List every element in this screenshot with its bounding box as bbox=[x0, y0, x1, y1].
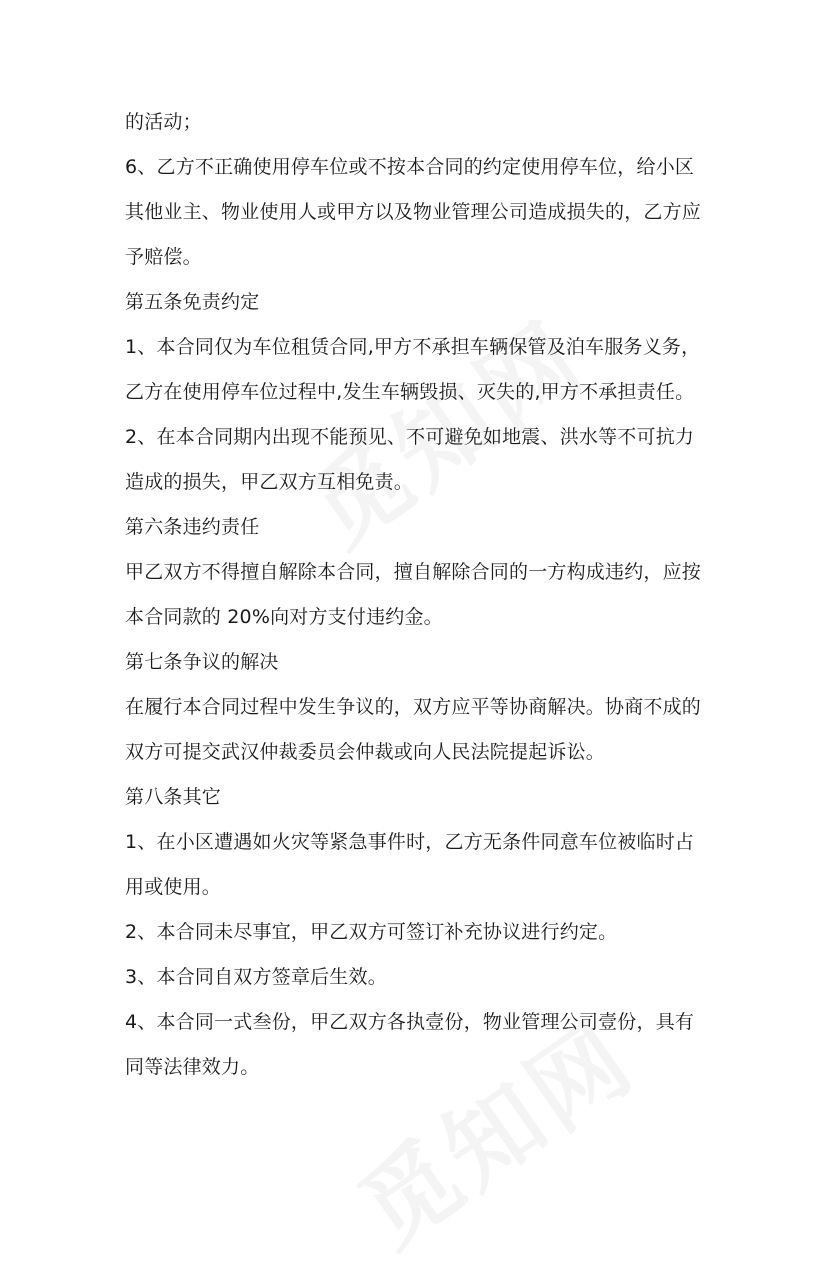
article-7-line-1: 在履行本合同过程中发生争议的，双方应平等协商解决。协商不成的 bbox=[125, 696, 702, 718]
article-8-item-3: 3、本合同自双方签章后生效。 bbox=[125, 966, 387, 988]
clause-6-line-2: 其他业主、物业使用人或甲方以及物业管理公司造成损失的，乙方应 bbox=[125, 201, 702, 223]
article-8-item-4-line-2: 同等法律效力。 bbox=[125, 1056, 260, 1078]
article-5-item-1-line-1: 1、本合同仅为车位租赁合同,甲方不承担车辆保管及泊车服务义务， bbox=[125, 336, 701, 358]
article-5-item-1-line-2: 乙方在使用停车位过程中,发生车辆毁损、灭失的,甲方不承担责任。 bbox=[125, 381, 695, 403]
contract-body bbox=[125, 100, 725, 1090]
clause-6-line-1: 6、乙方不正确使用停车位或不按本合同的约定使用停车位，给小区 bbox=[125, 156, 695, 178]
article-5-item-2-line-1: 2、在本合同期内出现不能预见、不可避免如地震、洪水等不可抗力 bbox=[125, 426, 695, 448]
article-6-line-1: 甲乙双方不得擅自解除本合同，擅自解除合同的一方构成违约，应按 bbox=[125, 561, 702, 583]
article-5-heading: 第五条免责约定 bbox=[125, 291, 260, 313]
article-8-item-2: 2、本合同未尽事宜，甲乙双方可签订补充协议进行约定。 bbox=[125, 921, 618, 943]
text-line-activity-end: 的活动； bbox=[125, 111, 202, 133]
clause-6-line-3: 予赔偿。 bbox=[125, 246, 202, 268]
article-7-heading: 第七条争议的解决 bbox=[125, 651, 279, 673]
article-5-item-2-line-2: 造成的损失，甲乙双方互相免责。 bbox=[125, 471, 414, 493]
article-7-line-2: 双方可提交武汉仲裁委员会仲裁或向人民法院提起诉讼。 bbox=[125, 741, 606, 763]
article-6-heading: 第六条违约责任 bbox=[125, 516, 260, 538]
article-8-item-1-line-1: 1、在小区遭遇如火灾等紧急事件时，乙方无条件同意车位被临时占 bbox=[125, 831, 695, 853]
article-8-heading: 第八条其它 bbox=[125, 786, 222, 808]
article-8-item-1-line-2: 用或使用。 bbox=[125, 876, 222, 898]
article-8-item-4-line-1: 4、本合同一式叁份，甲乙双方各执壹份，物业管理公司壹份，具有 bbox=[125, 1011, 695, 1033]
article-6-line-2: 本合同款的 20%向对方支付违约金。 bbox=[125, 606, 443, 628]
